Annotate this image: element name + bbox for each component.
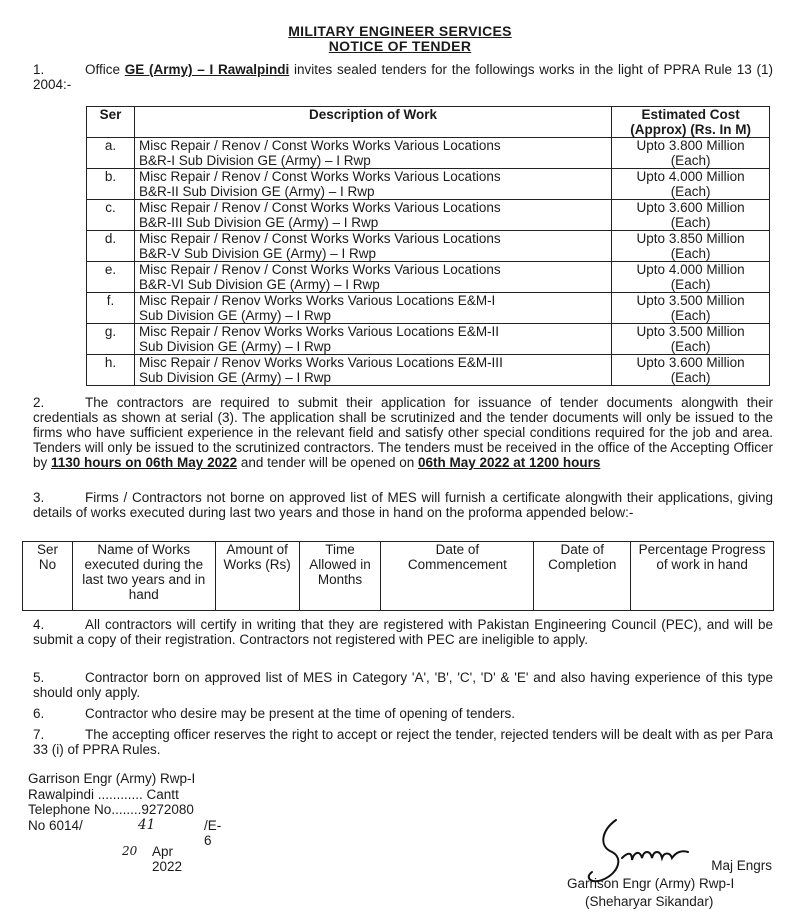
proforma-header-cell: Time Allowed in Months bbox=[299, 542, 381, 611]
works-desc bbox=[134, 138, 611, 169]
works-desc-line1: Misc Repair / Renov / Const Works Works Various Locations bbox=[138, 231, 501, 246]
works-row bbox=[87, 324, 770, 355]
para-5-number: 5. bbox=[33, 670, 45, 685]
para-6-number: 6. bbox=[33, 706, 45, 721]
proforma-header-cell: Percentage Progress of work in hand bbox=[631, 542, 774, 611]
para-1-post: invites sealed tenders for the followings works in the light of PPRA Rule 13 (1) 2004:- bbox=[33, 62, 773, 92]
works-desc bbox=[134, 231, 611, 262]
works-cost-each: (Each) bbox=[670, 246, 711, 261]
works-cost-amount: Upto 4.000 Million bbox=[636, 262, 745, 277]
address-line-2: Rawalpindi ............ Cantt bbox=[28, 786, 179, 802]
works-header-cost bbox=[612, 107, 770, 138]
works-desc-line1: Misc Repair / Renov / Const Works Works Various Locations bbox=[138, 200, 501, 215]
works-desc-line2: B&R-V Sub Division GE (Army) – I Rwp bbox=[138, 246, 377, 261]
works-table bbox=[86, 106, 770, 386]
works-cost-amount: Upto 3.600 Million bbox=[636, 200, 745, 215]
para-1-pre: Office bbox=[85, 62, 125, 77]
issue-date-rest: Apr 2022 bbox=[152, 843, 183, 874]
para-1-number: 1. bbox=[33, 62, 45, 77]
works-cost-each: (Each) bbox=[670, 339, 711, 354]
para-2-number: 2. bbox=[33, 395, 45, 410]
works-ser: b. bbox=[87, 169, 135, 200]
works-desc bbox=[134, 293, 611, 324]
address-line-1: Garrison Engr (Army) Rwp-I bbox=[28, 771, 196, 786]
para-7: The accepting officer reserves the right to accept or reject the tender, rejected tenders will be dealt with as per Para 33 (i) of PPRA Rules. bbox=[33, 727, 773, 757]
works-cost-each: (Each) bbox=[670, 153, 711, 168]
works-cost bbox=[612, 200, 770, 231]
works-desc-line1: Misc Repair / Renov Works Works Various Locations E&M-II bbox=[138, 324, 500, 339]
para-4: All contractors will certify in writing that they are registered with Pakistan Engineering Council (PEC), and will be submit a copy of their registration. Contractors not registered with PEC are ineligible to apply. bbox=[33, 617, 773, 647]
works-header-desc: Description of Work bbox=[134, 107, 611, 138]
works-cost-amount: Upto 3.850 Million bbox=[636, 231, 745, 246]
works-desc bbox=[134, 200, 611, 231]
proforma-table bbox=[22, 541, 774, 611]
works-ser: a. bbox=[87, 138, 135, 169]
works-header-ser: Ser bbox=[87, 107, 135, 138]
works-cost-each: (Each) bbox=[670, 215, 711, 230]
works-cost-each: (Each) bbox=[670, 184, 711, 199]
reference-prefix: No 6014/ bbox=[28, 817, 83, 833]
works-row bbox=[87, 262, 770, 293]
works-desc-line2: B&R-II Sub Division GE (Army) – I Rwp bbox=[138, 184, 375, 199]
issue-date bbox=[28, 843, 195, 874]
works-desc-line2: B&R-I Sub Division GE (Army) – I Rwp bbox=[138, 153, 371, 168]
proforma-header-cell: Ser No bbox=[23, 542, 73, 611]
works-desc-line2: B&R-III Sub Division GE (Army) – I Rwp bbox=[138, 215, 379, 230]
reference-suffix: /E-6 bbox=[204, 817, 222, 848]
works-desc-line1: Misc Repair / Renov / Const Works Works Various Locations bbox=[138, 138, 501, 153]
works-desc-line2: Sub Division GE (Army) – I Rwp bbox=[138, 308, 331, 323]
works-desc bbox=[134, 262, 611, 293]
works-desc-line2: B&R-VI Sub Division GE (Army) – I Rwp bbox=[138, 277, 380, 292]
works-ser: c. bbox=[87, 200, 135, 231]
para-2-text: The contractors are required to submit their application for issuance of tender documents alongwith their credentials as shown at serial (3). The application shall be scrutinized and the tender documents will only be issued to the firms who have sufficient experience in the relevant field and satisfy other special conditions required for the job and area. Tenders will only be issued to the scrutinized contractors. The tenders must be received in the office of the Accepting Officer by bbox=[33, 395, 773, 470]
works-desc-line1: Misc Repair / Renov / Const Works Works Various Locations bbox=[138, 262, 501, 277]
works-row bbox=[87, 293, 770, 324]
works-cost-each: (Each) bbox=[670, 277, 711, 292]
works-ser: d. bbox=[87, 231, 135, 262]
cost-header-line2: (Approx) (Rs. In M) bbox=[630, 122, 751, 137]
para-3-number: 3. bbox=[33, 490, 45, 505]
para-7-number: 7. bbox=[33, 727, 45, 742]
reference-handwritten: 41 bbox=[138, 816, 156, 833]
works-desc-line1: Misc Repair / Renov / Const Works Works Various Locations bbox=[138, 169, 501, 184]
signature-rank: Maj Engrs bbox=[711, 858, 772, 873]
works-cost bbox=[612, 324, 770, 355]
works-desc-line2: Sub Division GE (Army) – I Rwp bbox=[138, 370, 331, 385]
works-cost-amount: Upto 3.600 Million bbox=[636, 355, 745, 370]
para-6: Contractor who desire may be present at the time of opening of tenders. bbox=[85, 706, 515, 721]
works-desc-line1: Misc Repair / Renov Works Works Various Locations E&M-III bbox=[138, 355, 503, 370]
works-row bbox=[87, 200, 770, 231]
works-ser: e. bbox=[87, 262, 135, 293]
notice-title: MILITARY ENGINEER SERVICES bbox=[288, 23, 512, 39]
office-name: GE (Army) – I Rawalpindi bbox=[124, 62, 290, 77]
para-1 bbox=[33, 62, 773, 92]
address-line-3: Telephone No........9272080 bbox=[28, 802, 194, 817]
works-cost-each: (Each) bbox=[670, 308, 711, 323]
works-cost-each: (Each) bbox=[670, 370, 711, 385]
works-cost-amount: Upto 3.500 Million bbox=[636, 293, 745, 308]
works-cost bbox=[612, 231, 770, 262]
works-cost bbox=[612, 169, 770, 200]
works-cost bbox=[612, 355, 770, 386]
proforma-header-cell: Date of Commencement bbox=[381, 542, 534, 611]
works-cost bbox=[612, 138, 770, 169]
works-ser: f. bbox=[87, 293, 135, 324]
cost-header-line1: Estimated Cost bbox=[641, 107, 740, 122]
reference-number bbox=[28, 816, 222, 848]
proforma-header-cell: Name of Works executed during the last two years and in hand bbox=[72, 542, 215, 611]
opening-time: 06th May 2022 at 1200 hours bbox=[418, 455, 601, 470]
signature-name: (Sheharyar Sikandar) bbox=[585, 894, 714, 909]
para-2-mid: and tender will be opened on bbox=[237, 455, 418, 470]
works-cost-amount: Upto 3.500 Million bbox=[636, 324, 745, 339]
works-desc bbox=[134, 324, 611, 355]
submission-deadline: 1130 hours on 06th May 2022 bbox=[51, 455, 238, 470]
signature-office: Garrison Engr (Army) Rwp-I bbox=[567, 876, 735, 891]
proforma-header-cell: Date of Completion bbox=[534, 542, 631, 611]
works-row bbox=[87, 355, 770, 386]
para-2 bbox=[33, 395, 773, 470]
works-desc bbox=[134, 355, 611, 386]
works-desc bbox=[134, 169, 611, 200]
works-row bbox=[87, 169, 770, 200]
address-block bbox=[28, 771, 222, 874]
para-4-number: 4. bbox=[33, 617, 45, 632]
works-cost-amount: Upto 3.800 Million bbox=[636, 138, 745, 153]
works-ser: g. bbox=[87, 324, 135, 355]
proforma-header-row bbox=[23, 542, 774, 611]
works-cost bbox=[612, 293, 770, 324]
issue-date-day: 20 bbox=[122, 843, 138, 858]
works-desc-line2: Sub Division GE (Army) – I Rwp bbox=[138, 339, 331, 354]
works-cost-amount: Upto 4.000 Million bbox=[636, 169, 745, 184]
works-cost bbox=[612, 262, 770, 293]
works-table-header bbox=[87, 107, 770, 138]
para-5: Contractor born on approved list of MES in Category 'A', 'B', 'C', 'D' & 'E' and also having experience of this type should only apply. bbox=[33, 670, 773, 700]
para-3: Firms / Contractors not borne on approved list of MES will furnish a certificate alongwith their applications, giving details of works executed during last two years and those in hand on the proforma appended below:- bbox=[33, 490, 773, 520]
works-row bbox=[87, 138, 770, 169]
works-desc-line1: Misc Repair / Renov Works Works Various Locations E&M-I bbox=[138, 293, 496, 308]
proforma-header-cell: Amount of Works (Rs) bbox=[215, 542, 299, 611]
notice-subtitle: NOTICE OF TENDER bbox=[328, 38, 472, 54]
works-row bbox=[87, 231, 770, 262]
works-ser: h. bbox=[87, 355, 135, 386]
